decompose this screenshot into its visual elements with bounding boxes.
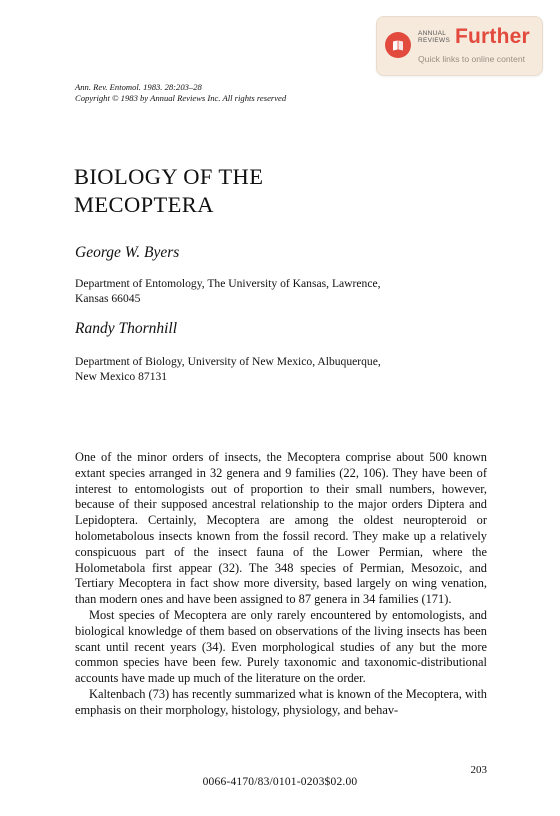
affiliation-line: Department of Biology, University of New Mexico, Albuquerque, xyxy=(75,355,381,368)
badge-publisher-line1: ANNUAL xyxy=(418,30,447,37)
affiliation-line: New Mexico 87131 xyxy=(75,370,168,383)
page-number: 203 xyxy=(470,764,487,776)
copyright-line: Copyright © 1983 by Annual Reviews Inc. All rights reserved xyxy=(75,93,287,103)
title-line: MECOPTERA xyxy=(74,192,214,217)
badge-publisher-label xyxy=(418,30,458,44)
author-affiliation xyxy=(75,276,475,306)
article-title xyxy=(74,163,474,219)
badge-further-label: Further xyxy=(455,25,530,48)
body-paragraph: Most species of Mecoptera are only rarely encountered by entomologists, and biological knowledge of them based on observations of the living insects has been scant until recent years (34). Even morphological studies of any but the more common species have been few. Purely taxonomic and taxonomic-distributional accounts have made up much of the literature on the order. xyxy=(75,607,487,686)
annual-reviews-further-badge[interactable] xyxy=(376,16,543,76)
author-name: George W. Byers xyxy=(75,244,180,261)
article-code: 0066-4170/83/0101-0203$02.00 xyxy=(202,776,358,788)
body-paragraph: Kaltenbach (73) has recently summarized what is known of the Mecoptera, with emphasis on their morphology, histology, physiology, and behav- xyxy=(75,686,487,717)
journal-citation xyxy=(75,82,286,104)
title-line: BIOLOGY OF THE xyxy=(74,164,264,189)
affiliation-line: Kansas 66045 xyxy=(75,292,141,305)
annual-reviews-logo-icon xyxy=(385,32,411,58)
badge-publisher-line2: REVIEWS xyxy=(418,37,451,44)
body-paragraph: One of the minor orders of insects, the Mecoptera comprise about 500 known extant species arranged in 32 genera and 9 families (22, 106). They have been of interest to entomologists out of proportion to their small numbers, however, because of their supposed ancestral relationship to the major orders Diptera and Lepidoptera. Certainly, Mecoptera are among the oldest neuropteroid or holometabolous insects known from the fossil record. They make up a relatively conspicuous part of the insect fauna of the Lower Permian, where the Holometabola first appear (32). The 348 species of Permian, Mesozoic, and Tertiary Mecoptera in fact show more diversity, based largely on wing venation, than modern ones and have been assigned to 87 genera in 34 families (171). xyxy=(75,450,487,607)
author-affiliation xyxy=(75,354,475,384)
citation-line: Ann. Rev. Entomol. 1983. 28:203–28 xyxy=(75,82,202,92)
article-body xyxy=(75,450,487,719)
badge-quick-links-label: Quick links to online content xyxy=(418,54,526,64)
affiliation-line: Department of Entomology, The University of Kansas, Lawrence, xyxy=(75,277,381,290)
author-name: Randy Thornhill xyxy=(75,320,178,337)
